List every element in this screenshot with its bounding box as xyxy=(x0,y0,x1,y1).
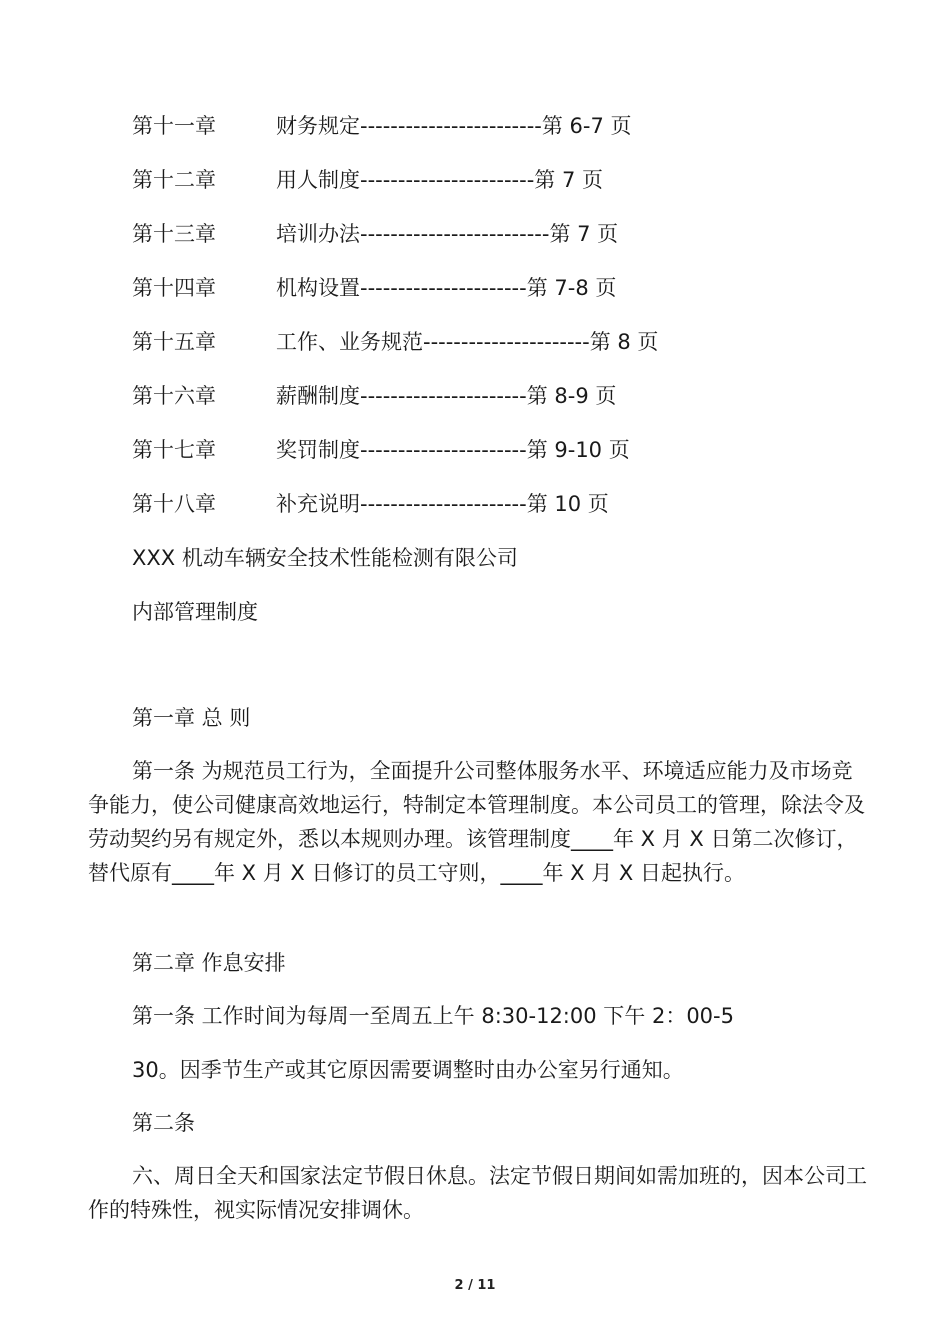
toc-entry: 培训办法-------------------------第 7 页 xyxy=(276,222,619,246)
toc-row xyxy=(0,158,950,212)
toc-row xyxy=(0,374,950,428)
toc-chapter: 第十六章 xyxy=(132,384,216,408)
company-name: XXX 机动车辆安全技术性能检测有限公司 xyxy=(132,546,518,570)
toc-entry: 薪酬制度----------------------第 8-9 页 xyxy=(276,384,617,408)
toc-chapter: 第十二章 xyxy=(132,168,216,192)
article-text: 第一条 为规范员工行为，全面提升公司整体服务水平、环境适应能力及市场竞争能力，使公司健康高效地运行，特制定本管理制度。本公司员工的管理，除法令及劳动契约另有规定外，悉以本规则办理。该管理制度____年 X 月 X 日第二次修订，替代原有____年 X 月 X 日修订的员工守则，____年 X 月 X 日起执行。 xyxy=(88,759,865,885)
toc-entry: 奖罚制度----------------------第 9-10 页 xyxy=(276,438,630,462)
toc-chapter: 第十三章 xyxy=(132,222,216,246)
toc-entry: 工作、业务规范----------------------第 8 页 xyxy=(276,330,659,354)
article-paragraph xyxy=(88,1159,868,1227)
article-heading: 第二条 xyxy=(132,1111,195,1135)
toc-row xyxy=(0,320,950,374)
article-text: 六、周日全天和国家法定节假日休息。法定节假日期间如需加班的，因本公司工作的特殊性，视实际情况安排调休。 xyxy=(88,1164,867,1222)
chapter-heading: 第二章 作息安排 xyxy=(132,951,286,975)
toc-chapter: 第十八章 xyxy=(132,492,216,516)
toc-chapter: 第十一章 xyxy=(132,114,216,138)
toc-entry: 用人制度-----------------------第 7 页 xyxy=(276,168,603,192)
page-indicator: 2 / 11 xyxy=(454,1278,496,1293)
article-line: 30。因季节生产或其它原因需要调整时由办公室另行通知。 xyxy=(132,1058,684,1082)
toc-entry: 补充说明----------------------第 10 页 xyxy=(276,492,609,516)
table-of-contents xyxy=(0,104,950,536)
toc-chapter: 第十五章 xyxy=(132,330,216,354)
article-paragraph xyxy=(88,754,868,890)
toc-entry: 财务规定------------------------第 6-7 页 xyxy=(276,114,632,138)
toc-row xyxy=(0,104,950,158)
article-line: 第一条 工作时间为每周一至周五上午 8:30-12:00 下午 2：00-5 xyxy=(132,1004,734,1028)
toc-row xyxy=(0,482,950,536)
toc-row xyxy=(0,266,950,320)
toc-chapter: 第十七章 xyxy=(132,438,216,462)
document-title: 内部管理制度 xyxy=(132,600,258,624)
toc-row xyxy=(0,428,950,482)
chapter-heading: 第一章 总 则 xyxy=(132,706,251,730)
toc-row xyxy=(0,212,950,266)
toc-chapter: 第十四章 xyxy=(132,276,216,300)
toc-entry: 机构设置----------------------第 7-8 页 xyxy=(276,276,617,300)
